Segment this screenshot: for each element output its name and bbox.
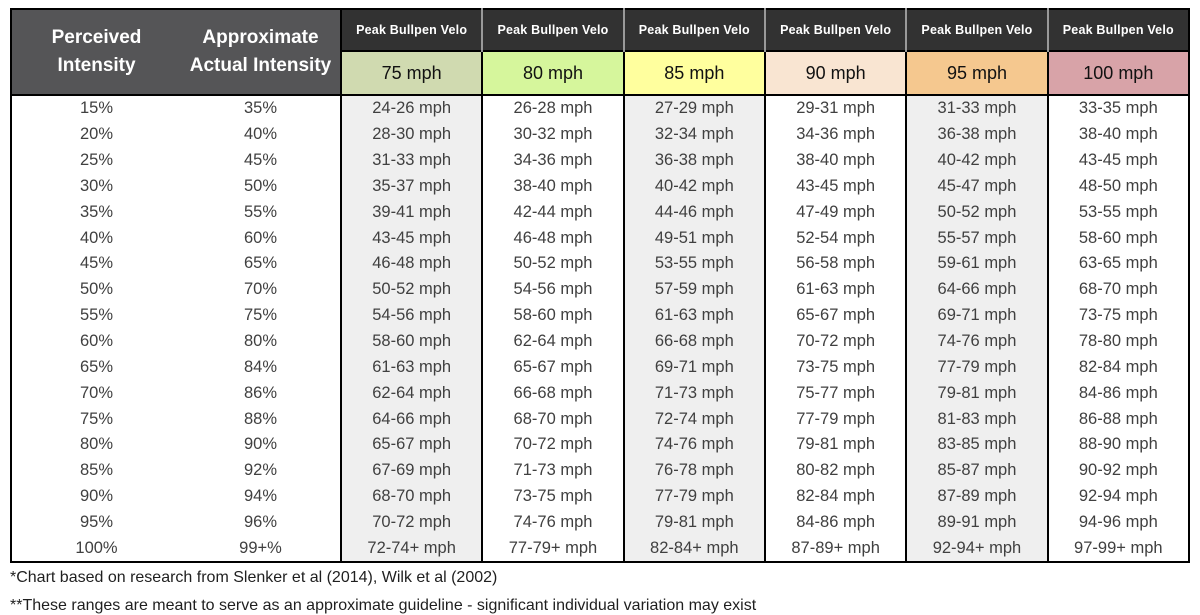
velocity-range-cell: 76-78 mph [624, 458, 765, 484]
velocity-range-cell: 67-69 mph [341, 458, 482, 484]
velocity-range-cell: 65-67 mph [765, 303, 906, 329]
perceived-intensity-cell: 100% [75, 538, 118, 557]
velocity-range-cell: 65-67 mph [341, 432, 482, 458]
velocity-range-cell: 45-47 mph [906, 174, 1047, 200]
actual-intensity-cell: 60% [243, 228, 278, 247]
actual-intensity-cell: 94% [243, 487, 278, 506]
velocity-range-cell: 47-49 mph [765, 199, 906, 225]
footnote-source: *Chart based on research from Slenker et al (2014), Wilk et al (2002) [10, 569, 498, 587]
velocity-range-cell: 26-28 mph [482, 95, 623, 122]
velocity-range-cell: 68-70 mph [482, 406, 623, 432]
perceived-intensity-cell: 30% [79, 176, 114, 195]
table-row [11, 199, 1189, 225]
velocity-range-cell: 50-52 mph [482, 251, 623, 277]
actual-intensity-cell: 45% [243, 151, 278, 170]
table-body [11, 95, 1189, 562]
velocity-range-cell: 83-85 mph [906, 432, 1047, 458]
velocity-range-cell: 90-92 mph [1048, 458, 1189, 484]
velocity-range-cell: 64-66 mph [341, 406, 482, 432]
table-row [11, 458, 1189, 484]
perceived-intensity-header: Perceived Intensity [11, 9, 181, 95]
velocity-range-cell: 42-44 mph [482, 199, 623, 225]
table-row [11, 251, 1189, 277]
velocity-range-cell: 50-52 mph [341, 277, 482, 303]
table-row [11, 329, 1189, 355]
velocity-range-cell: 77-79 mph [765, 406, 906, 432]
velocity-range-cell: 58-60 mph [1048, 225, 1189, 251]
velocity-range-cell: 84-86 mph [1048, 380, 1189, 406]
header-top-row [11, 9, 1189, 51]
velocity-range-cell: 75-77 mph [765, 380, 906, 406]
velocity-range-cell: 35-37 mph [341, 174, 482, 200]
table-row [11, 148, 1189, 174]
velocity-range-cell: 77-79 mph [624, 484, 765, 510]
footnote-disclaimer: **These ranges are meant to serve as an approximate guideline - significant individual variation may exist [10, 597, 757, 615]
perceived-intensity-cell: 15% [79, 99, 114, 118]
velocity-range-cell: 43-45 mph [1048, 148, 1189, 174]
peak-bullpen-velo-header: Peak Bullpen Velo [341, 9, 482, 51]
actual-intensity-cell: 84% [243, 357, 278, 376]
velocity-range-cell: 61-63 mph [624, 303, 765, 329]
table-row [11, 535, 1189, 562]
actual-intensity-cell: 70% [243, 280, 278, 299]
velocity-range-cell: 66-68 mph [482, 380, 623, 406]
table-row [11, 354, 1189, 380]
perceived-intensity-cell: 50% [79, 280, 114, 299]
perceived-intensity-cell: 35% [79, 202, 114, 221]
velocity-range-cell: 28-30 mph [341, 122, 482, 148]
actual-intensity-cell: 80% [243, 332, 278, 351]
velocity-range-cell: 68-70 mph [1048, 277, 1189, 303]
mph-column-header: 95 mph [906, 51, 1047, 95]
velocity-range-cell: 69-71 mph [906, 303, 1047, 329]
peak-bullpen-velo-header: Peak Bullpen Velo [765, 9, 906, 51]
velocity-range-cell: 38-40 mph [765, 148, 906, 174]
actual-intensity-cell: 96% [243, 512, 278, 531]
perceived-intensity-cell: 45% [79, 254, 114, 273]
velocity-range-cell: 43-45 mph [341, 225, 482, 251]
velocity-range-cell: 65-67 mph [482, 354, 623, 380]
velocity-range-cell: 58-60 mph [482, 303, 623, 329]
velocity-range-cell: 82-84 mph [765, 484, 906, 510]
velocity-range-cell: 70-72 mph [765, 329, 906, 355]
velocity-range-cell: 92-94 mph [1048, 484, 1189, 510]
table-row [11, 484, 1189, 510]
velocity-range-cell: 86-88 mph [1048, 406, 1189, 432]
peak-bullpen-velo-header: Peak Bullpen Velo [482, 9, 623, 51]
table-row [11, 303, 1189, 329]
perceived-intensity-cell: 90% [79, 487, 114, 506]
velocity-range-cell: 70-72 mph [341, 510, 482, 536]
velocity-range-cell: 31-33 mph [341, 148, 482, 174]
velocity-range-cell: 40-42 mph [906, 148, 1047, 174]
actual-intensity-cell: 86% [243, 383, 278, 402]
velocity-range-cell: 97-99+ mph [1048, 535, 1189, 562]
actual-intensity-cell: 99+% [239, 538, 282, 557]
velocity-range-cell: 92-94+ mph [906, 535, 1047, 562]
velocity-range-cell: 38-40 mph [1048, 122, 1189, 148]
velocity-range-cell: 78-80 mph [1048, 329, 1189, 355]
velocity-range-cell: 77-79+ mph [482, 535, 623, 562]
perceived-intensity-cell: 85% [79, 461, 114, 480]
table-row [11, 510, 1189, 536]
velocity-range-cell: 46-48 mph [482, 225, 623, 251]
velocity-range-cell: 50-52 mph [906, 199, 1047, 225]
velocity-range-cell: 34-36 mph [765, 122, 906, 148]
velocity-range-cell: 36-38 mph [624, 148, 765, 174]
velocity-range-cell: 40-42 mph [624, 174, 765, 200]
peak-bullpen-velo-header: Peak Bullpen Velo [906, 9, 1047, 51]
velocity-range-cell: 34-36 mph [482, 148, 623, 174]
actual-intensity-cell: 92% [243, 461, 278, 480]
table-row [11, 225, 1189, 251]
actual-intensity-cell: 90% [243, 435, 278, 454]
velocity-range-cell: 85-87 mph [906, 458, 1047, 484]
actual-intensity-cell: 55% [243, 202, 278, 221]
actual-intensity-cell: 50% [243, 176, 278, 195]
velocity-range-cell: 87-89 mph [906, 484, 1047, 510]
table-row [11, 406, 1189, 432]
velocity-range-cell: 70-72 mph [482, 432, 623, 458]
velocity-range-cell: 39-41 mph [341, 199, 482, 225]
velocity-range-cell: 58-60 mph [341, 329, 482, 355]
perceived-intensity-cell: 20% [79, 125, 114, 144]
velocity-range-cell: 43-45 mph [765, 174, 906, 200]
perceived-intensity-cell: 55% [79, 306, 114, 325]
velocity-range-cell: 54-56 mph [482, 277, 623, 303]
footnotes [10, 568, 1190, 615]
velocity-range-cell: 82-84 mph [1048, 354, 1189, 380]
velocity-range-cell: 33-35 mph [1048, 95, 1189, 122]
velocity-range-cell: 66-68 mph [624, 329, 765, 355]
velocity-range-cell: 44-46 mph [624, 199, 765, 225]
actual-intensity-cell: 65% [243, 254, 278, 273]
velocity-range-cell: 94-96 mph [1048, 510, 1189, 536]
velocity-range-cell: 89-91 mph [906, 510, 1047, 536]
velocity-range-cell: 49-51 mph [624, 225, 765, 251]
actual-intensity-cell: 35% [243, 99, 278, 118]
velocity-range-cell: 62-64 mph [482, 329, 623, 355]
velocity-range-cell: 82-84+ mph [624, 535, 765, 562]
approximate-actual-intensity-header: Approximate Actual Intensity [181, 9, 341, 95]
velocity-range-cell: 71-73 mph [482, 458, 623, 484]
velocity-range-cell: 48-50 mph [1048, 174, 1189, 200]
velocity-range-cell: 59-61 mph [906, 251, 1047, 277]
perceived-intensity-cell: 65% [79, 357, 114, 376]
table-row [11, 174, 1189, 200]
velocity-range-cell: 87-89+ mph [765, 535, 906, 562]
velocity-range-cell: 84-86 mph [765, 510, 906, 536]
velocity-range-cell: 53-55 mph [1048, 199, 1189, 225]
table-row [11, 277, 1189, 303]
mph-column-header: 100 mph [1048, 51, 1189, 95]
velocity-range-cell: 74-76 mph [906, 329, 1047, 355]
actual-intensity-cell: 75% [243, 306, 278, 325]
perceived-intensity-cell: 25% [79, 151, 114, 170]
velocity-range-cell: 74-76 mph [482, 510, 623, 536]
velocity-range-cell: 63-65 mph [1048, 251, 1189, 277]
velocity-range-cell: 68-70 mph [341, 484, 482, 510]
perceived-intensity-cell: 60% [79, 332, 114, 351]
velocity-range-cell: 72-74+ mph [341, 535, 482, 562]
velocity-range-cell: 52-54 mph [765, 225, 906, 251]
table-row [11, 380, 1189, 406]
velocity-range-cell: 53-55 mph [624, 251, 765, 277]
perceived-intensity-cell: 40% [79, 228, 114, 247]
velocity-range-cell: 30-32 mph [482, 122, 623, 148]
velocity-range-cell: 54-56 mph [341, 303, 482, 329]
velocity-range-cell: 73-75 mph [482, 484, 623, 510]
velocity-range-cell: 64-66 mph [906, 277, 1047, 303]
perceived-intensity-cell: 75% [79, 409, 114, 428]
velocity-range-cell: 36-38 mph [906, 122, 1047, 148]
velocity-range-cell: 62-64 mph [341, 380, 482, 406]
velocity-range-cell: 31-33 mph [906, 95, 1047, 122]
table-row [11, 122, 1189, 148]
mph-column-header: 75 mph [341, 51, 482, 95]
peak-bullpen-velo-header: Peak Bullpen Velo [1048, 9, 1189, 51]
velocity-range-cell: 73-75 mph [1048, 303, 1189, 329]
actual-intensity-cell: 88% [243, 409, 278, 428]
velocity-range-cell: 55-57 mph [906, 225, 1047, 251]
velocity-range-cell: 61-63 mph [341, 354, 482, 380]
mph-column-header: 90 mph [765, 51, 906, 95]
velocity-range-cell: 79-81 mph [906, 380, 1047, 406]
intensity-velocity-table [10, 8, 1190, 563]
actual-intensity-cell: 40% [243, 125, 278, 144]
velocity-range-cell: 27-29 mph [624, 95, 765, 122]
velocity-range-cell: 57-59 mph [624, 277, 765, 303]
velocity-range-cell: 46-48 mph [341, 251, 482, 277]
velocity-range-cell: 77-79 mph [906, 354, 1047, 380]
velocity-range-cell: 32-34 mph [624, 122, 765, 148]
velocity-range-cell: 56-58 mph [765, 251, 906, 277]
velocity-range-cell: 79-81 mph [765, 432, 906, 458]
velocity-range-cell: 74-76 mph [624, 432, 765, 458]
velocity-range-cell: 81-83 mph [906, 406, 1047, 432]
velocity-range-cell: 38-40 mph [482, 174, 623, 200]
mph-column-header: 85 mph [624, 51, 765, 95]
velocity-range-cell: 79-81 mph [624, 510, 765, 536]
velocity-range-cell: 72-74 mph [624, 406, 765, 432]
velocity-range-cell: 61-63 mph [765, 277, 906, 303]
velocity-range-cell: 69-71 mph [624, 354, 765, 380]
velocity-range-cell: 80-82 mph [765, 458, 906, 484]
perceived-intensity-cell: 95% [79, 512, 114, 531]
perceived-intensity-cell: 70% [79, 383, 114, 402]
peak-bullpen-velo-header: Peak Bullpen Velo [624, 9, 765, 51]
velocity-range-cell: 24-26 mph [341, 95, 482, 122]
mph-column-header: 80 mph [482, 51, 623, 95]
table-row [11, 95, 1189, 122]
velocity-range-cell: 73-75 mph [765, 354, 906, 380]
velocity-range-cell: 88-90 mph [1048, 432, 1189, 458]
table-row [11, 432, 1189, 458]
perceived-intensity-cell: 80% [79, 435, 114, 454]
velocity-range-cell: 29-31 mph [765, 95, 906, 122]
velocity-range-cell: 71-73 mph [624, 380, 765, 406]
